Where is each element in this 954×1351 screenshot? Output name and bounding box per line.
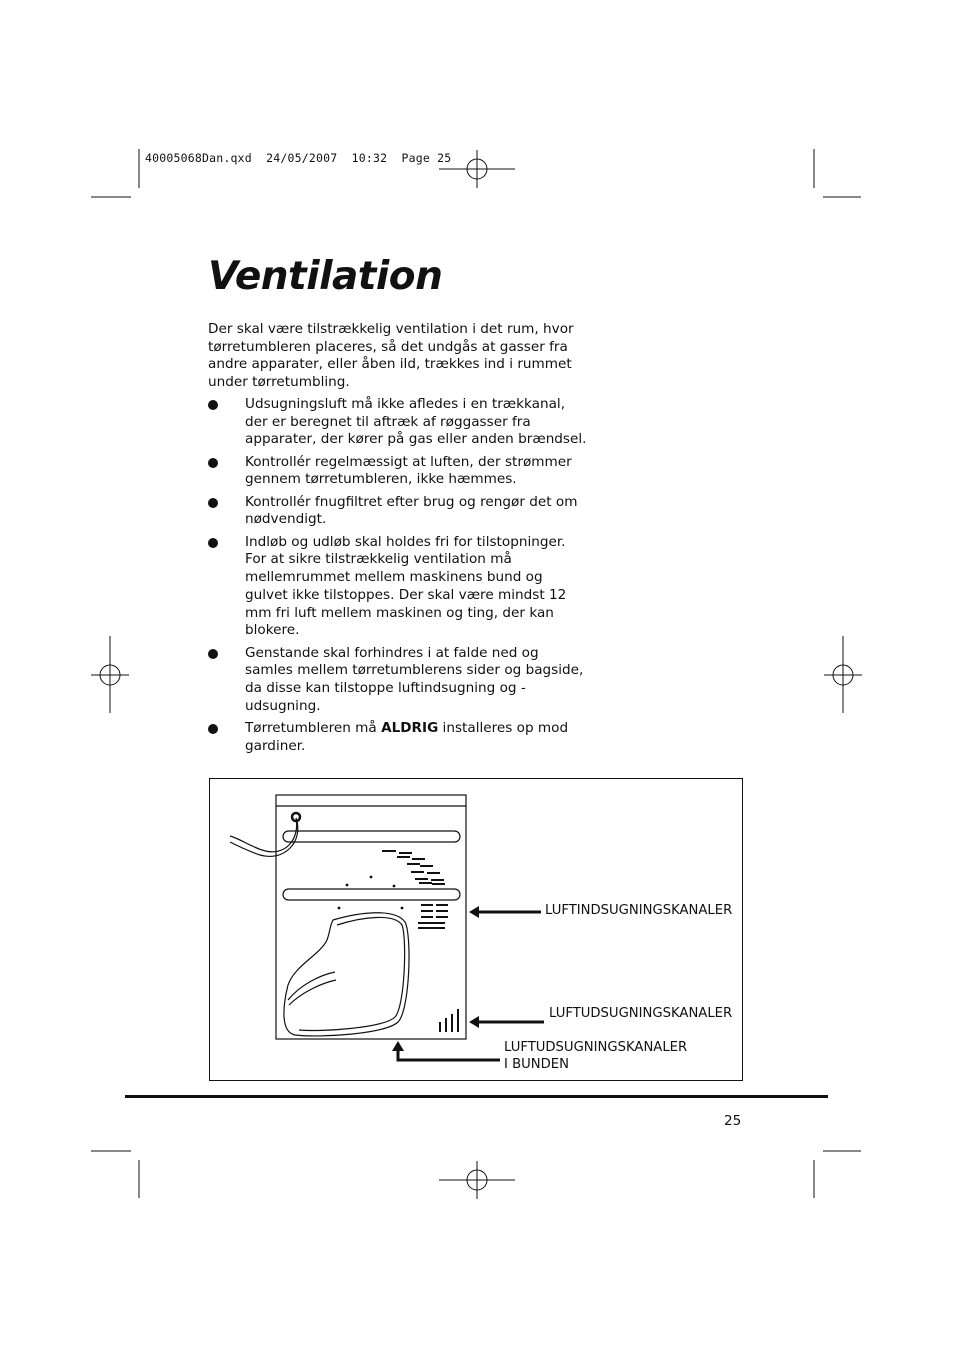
label-exhaust-channels: LUFTUDSUGNINGSKANALER xyxy=(549,1006,733,1021)
arrow-intake-head xyxy=(469,906,479,918)
page-number: 25 xyxy=(724,1113,742,1129)
page-title: Ventilation xyxy=(208,254,443,299)
bullet-text: Udsugningsluft må ikke afledes i en trækkanal, der er beregnet til aftræk af røggasser fra apparater, der kører på gas eller anden brændsel. xyxy=(245,396,587,448)
bullet-text-emphasis: ALDRIG xyxy=(381,719,439,736)
label-bottom-exhaust-line2: I BUNDEN xyxy=(504,1057,569,1072)
print-slug: 40005068Dan.qxd 24/05/2007 10:32 Page 25 xyxy=(145,151,452,165)
label-intake-channels: LUFTINDSUGNINGSKANALER xyxy=(545,903,733,918)
intro-paragraph: Der skal være tilstrækkelig ventilation i det rum, hvor tørretumbleren placeres, så det undgås at gasser fra andre apparater, eller åben ild, trækkes ind i rummet under tørretumbling. xyxy=(208,321,574,391)
bullet-text: Kontrollér fnugfiltret efter brug og rengør det om nødvendigt. xyxy=(245,493,578,528)
bullet-text: Genstande skal forhindres i at falde ned og samles mellem tørretumblerens sider og bagside, da disse kan tilstoppe luftindsugning og -udsugning. xyxy=(245,644,584,714)
bullet-text-end: installeres op mod gardiner. xyxy=(245,719,569,754)
label-bottom-exhaust-line1: LUFTUDSUGNINGSKANALER xyxy=(504,1040,688,1055)
arrow-bottom-head xyxy=(392,1041,404,1051)
bullet-text: Indløb og udløb skal holdes fri for tilstopninger. For at sikre tilstrækkelig ventilation må mellemrummet mellem maskinens bund og gulvet ikke tilstoppes. Der skal være mindst 12 mm fri luft mellem maskinen og ting, der kan blokere. xyxy=(245,533,567,639)
footer-rule xyxy=(125,1095,828,1098)
arrow-bottom xyxy=(398,1048,500,1060)
bullet-text: Kontrollér regelmæssigt at luften, der strømmer gennem tørretumbleren, ikke hæmmes. xyxy=(245,453,572,488)
arrow-exhaust-head xyxy=(469,1016,479,1028)
bullet-text-start: Tørretumbleren må xyxy=(245,719,382,736)
